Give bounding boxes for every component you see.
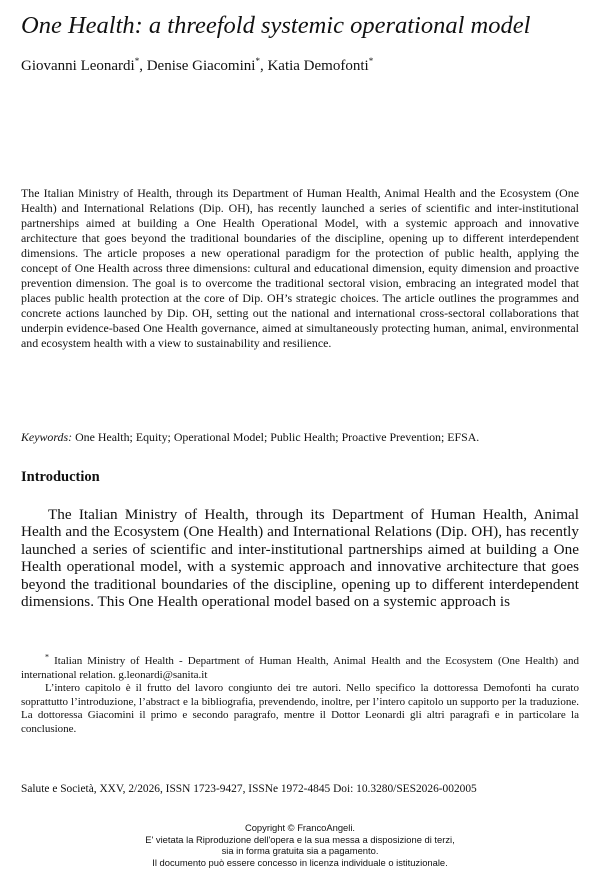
section-body: The Italian Ministry of Health, through its Department of Human Health, Animal Health and the Ecosystem (One Health) and International Relations (Dip. OH), has recently launched a series of scientific and inter-institutional partnerships aimed at building a One Health operational model, with a systemic approach and innovative architecture that goes beyond the traditional boundaries of the discipline, opening up to different interdependent dimensions. This One Health operational model based on a systemic approach is: [21, 506, 579, 611]
abstract: The Italian Ministry of Health, through its Department of Human Health, Animal Health and the Ecosystem (One Health) and International Relations (Dip. OH), has recently launched a series of scientific and inter-institutional partnerships aimed at building a One Health Operational Model, with a systemic approach and innovative architecture that goes beyond the traditional boundaries of the discipline, opening up to different interdependent dimensions. The article proposes a new operational paradigm for the protection of public health, applying the concept of One Health across three dimensions: cultural and educational dimension, equity dimension and proactive prevention dimension. The goal is to overcome the traditional sectoral vision, embracing an integrated model that places public health protection at the core of Dip. OH’s strategic choices. The article outlines the programmes and concrete actions launched by Dip. OH, setting out the national and international cross-sectoral collaborations that underpin evidence-based One Health governance, aimed at simultaneously protecting human, animal, environmental and ecosystem health with a view to sustainability and resilience.: [21, 186, 579, 350]
footnote-affiliation-text: Italian Ministry of Health - Department of Human Health, Animal Health and the Ecosystem (One Health) and international relation. g.leonardi@sanita.it: [21, 655, 580, 681]
footnote: [21, 652, 580, 737]
keywords-list: One Health; Equity; Operational Model; Public Health; Proactive Prevention; EFSA.: [75, 430, 480, 444]
keywords-label: Keywords:: [21, 430, 73, 444]
copyright-line: E' vietata la Riproduzione dell'opera e la sua messa a disposizione di terzi,: [145, 833, 455, 845]
author-list: [21, 58, 581, 75]
affiliation-mark: *: [134, 56, 140, 66]
article-title: One Health: a threefold systemic operational model: [21, 12, 531, 39]
affiliation-mark: *: [255, 56, 260, 66]
keywords: [21, 430, 579, 445]
author-separator: ,: [259, 58, 268, 74]
journal-citation: Salute e Società, XXV, 2/2026, ISSN 1723-9427, ISSNe 1972-4845 Doi: 10.3280/SES2026-002005: [21, 783, 477, 795]
copyright-notice: [0, 822, 600, 868]
copyright-line: Copyright © FrancoAngeli.: [244, 822, 356, 833]
author-name: Giovanni Leonardi: [21, 58, 135, 74]
author-separator: ,: [139, 58, 147, 74]
author-name: Katia Demofonti: [267, 58, 369, 74]
author-name: Denise Giacomini: [146, 58, 256, 74]
section-heading: Introduction: [21, 469, 100, 485]
copyright-line: Il documento può essere concesso in licenza individuale o istituzionale.: [152, 856, 448, 868]
footnote-contribution: L’intero capitolo è il frutto del lavoro congiunto dei tre autori. Nello specifico la dottoressa Demofonti ha curato soprattutto l’introduzione, l’abstract e la bibliografia, prevendendo, inoltre, per l’intero capitolo un supporto per la traduzione. La dottoressa Giacomini il primo e secondo paragrafo, mentre il Dottor Leonardi gli altri paragrafi e in particolare la conclusione.: [21, 682, 579, 735]
footnote-affiliation: [21, 652, 580, 682]
footnote-mark: *: [45, 652, 49, 662]
copyright-line: sia in forma gratuita sia a pagamento.: [221, 845, 379, 857]
affiliation-mark: *: [368, 56, 374, 66]
